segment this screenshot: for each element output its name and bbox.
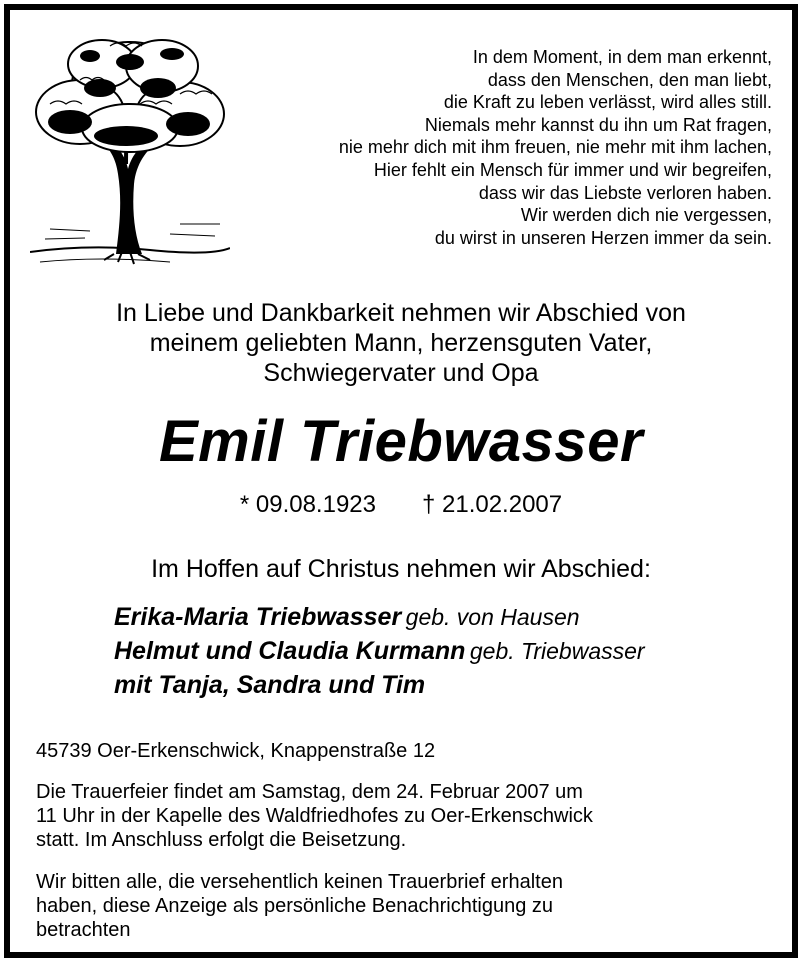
- poem-line: die Kraft zu leben verlässt, wird alles still.: [443, 92, 772, 113]
- request-line: betrachten: [36, 919, 131, 941]
- mourner-row: [114, 636, 794, 670]
- poem-line: dass wir das Liebste verloren haben.: [478, 182, 772, 203]
- intro-line: In Liebe und Dankbarkeit nehmen wir Abschied von: [116, 299, 686, 327]
- mourner-note: geb. Triebwasser: [469, 638, 645, 664]
- poem-line: Wir werden dich nie vergessen,: [520, 205, 772, 226]
- mourner-row: [114, 602, 794, 636]
- mourner-name: Erika-Maria Triebwasser: [114, 603, 402, 631]
- deceased-name: Emil Triebwasser: [158, 409, 644, 474]
- poem-line: nie mehr dich mit ihm freuen, nie mehr mit ihm lachen,: [338, 137, 772, 158]
- ceremony-info: [36, 780, 786, 852]
- poem-line: In dem Moment, in dem man erkennt,: [472, 47, 772, 67]
- ceremony-line: 11 Uhr in der Kapelle des Waldfriedhofes zu Oer-Erkenschwick: [36, 805, 593, 827]
- request-line: haben, diese Anzeige als persönliche Benachrichtigung zu: [36, 895, 554, 917]
- ceremony-line: Die Trauerfeier findet am Samstag, dem 24. Februar 2007 um: [36, 781, 583, 803]
- poem-line: Hier fehlt ein Mensch für immer und wir begreifen,: [373, 159, 772, 180]
- mourners-list: [114, 602, 794, 704]
- ceremony-line: statt. Im Anschluss erfolgt die Beisetzung.: [36, 829, 407, 851]
- farewell-intro: [10, 298, 792, 388]
- family-address: 45739 Oer-Erkenschwick, Knappenstraße 12: [36, 740, 436, 762]
- mourner-row: [114, 670, 794, 704]
- intro-line: Schwiegervater und Opa: [263, 359, 539, 387]
- birth-date: * 09.08.1923: [239, 491, 376, 518]
- obituary-notice: [4, 4, 798, 958]
- request-line: Wir bitten alle, die versehentlich keinen Trauerbrief erhalten: [36, 871, 563, 893]
- mourner-note: geb. von Hausen: [405, 604, 580, 630]
- tree-illustration-icon: [30, 24, 230, 274]
- life-dates: [10, 490, 792, 520]
- death-date: † 21.02.2007: [421, 491, 563, 518]
- poem-line: du wirst in unseren Herzen immer da sein.: [434, 227, 772, 248]
- mourner-name: mit Tanja, Sandra und Tim: [114, 671, 426, 699]
- hope-line: Im Hoffen auf Christus nehmen wir Abschied:: [151, 555, 651, 583]
- intro-line: meinem geliebten Mann, herzensguten Vater,: [149, 329, 653, 357]
- poem-line: Niemals mehr kannst du ihn um Rat fragen,: [424, 114, 772, 135]
- poem-line: dass den Menschen, den man liebt,: [487, 69, 772, 90]
- notification-request: [36, 870, 786, 942]
- poem: [212, 46, 772, 249]
- mourner-name: Helmut und Claudia Kurmann: [114, 637, 466, 665]
